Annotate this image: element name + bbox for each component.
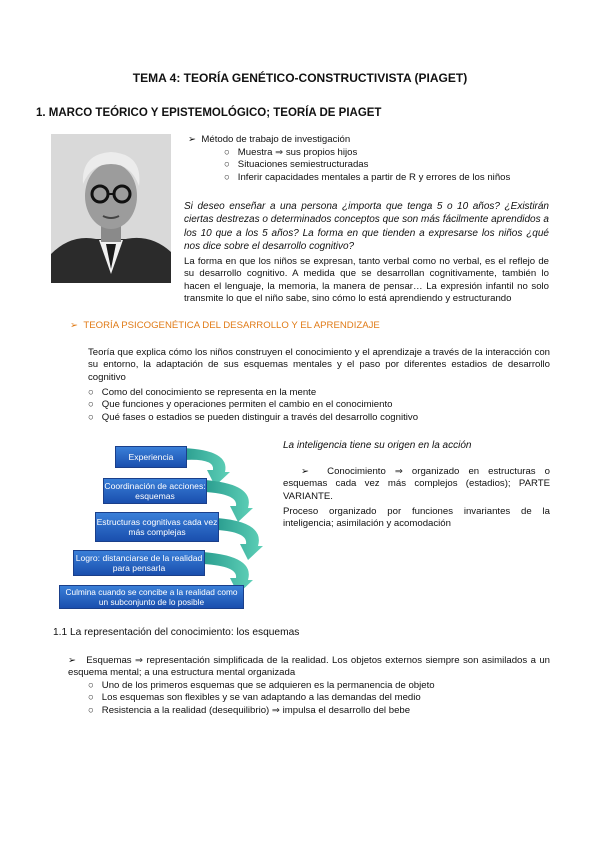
section-heading-1-1: 1.1 La representación del conocimiento: los esquemas [53, 627, 300, 638]
diagram-box-coordinacion: Coordinación de acciones: esquemas [103, 478, 207, 504]
list-item: ○ Como del conocimiento se representa en la mente [88, 387, 317, 398]
document-title: TEMA 4: TEORÍA GENÉTICO-CONSTRUCTIVISTA (PIAGET) [132, 71, 468, 85]
list-item: ○ Los esquemas son flexibles y se van adaptando a las demandas del medio [88, 692, 421, 704]
list-item: ○ Uno de los primeros esquemas que se adquieren es la permanencia de objeto [88, 680, 435, 691]
schemes-bullet: ➢ Esquemas ⇒ representación simplificada de la realidad. Los objetos externos siempre son asimilados a un esquema mental; a una estructura mental organizada [68, 655, 551, 679]
diagram-box-logro: Logro: distanciarse de la realidad para pensarla [73, 550, 205, 576]
diagram-box-estructuras: Estructuras cognitivas cada vez más complejas [95, 512, 219, 542]
action-heading: La inteligencia tiene su origen en la acción [283, 440, 472, 451]
list-item: ○ Situaciones semiestructuradas [224, 159, 369, 171]
circle-bullet-icon: ○ [224, 171, 230, 183]
method-list [224, 147, 510, 184]
list-item: ○ Qué fases o estadios se pueden distinguir a través del desarrollo cognitivo [88, 411, 419, 423]
arrow-bullet-icon: ➢ [68, 655, 77, 666]
circle-bullet-icon: ○ [224, 159, 230, 171]
circle-bullet-icon: ○ [88, 387, 94, 398]
method-heading: ➢ Método de trabajo de investigación [188, 134, 351, 145]
expression-paragraph: La forma en que los niños se expresan, tanto verbal como no verbal, es el reflejo de su desarrollo cognitivo. A medida que se desarrollan cognitivamente, también lo hacen el lenguaje, la memoria, la manera de pensar… La expresión infantil no solo transmite lo que el niño sabe, sino cómo lo está aprendiendo y estructurando [184, 256, 549, 305]
arrow-bullet-icon: ➢ [301, 466, 310, 477]
diagram-box-experiencia: Experiencia [115, 446, 187, 468]
circle-bullet-icon: ○ [88, 411, 94, 423]
action-bullet: ➢ Conocimiento ⇒ organizado en estructuras o esquemas cada vez más complejos (estadios); PARTE VARIANTE. [283, 466, 550, 502]
list-item: ○ Que funciones y operaciones permiten el cambio en el conocimiento [88, 399, 393, 411]
circle-bullet-icon: ○ [88, 399, 94, 411]
question-text: Si deseo enseñar a una persona ¿importa que tenga 5 o 10 años? ¿Existirán ciertas destrezas o determinados conceptos que son más fácilmente aprendidos a los 10 que a los 5 años? La forma en que tienden a expresarse los niños ¿qué nos dice sobre el desarrollo cognitivo? [184, 201, 549, 253]
circle-bullet-icon: ○ [88, 680, 94, 691]
theory-heading: ➢ TEORÍA PSICOGENÉTICA DEL DESARROLLO Y EL APRENDIZAJE [70, 320, 380, 331]
arrow-bullet-icon: ➢ [188, 134, 197, 145]
curved-arrow-icon [217, 518, 263, 560]
theory-list [88, 387, 418, 424]
development-diagram [55, 440, 277, 612]
theory-text: Teoría que explica cómo los niños construyen el conocimiento y el aprendizaje a través de la interacción con su entorno, la adaptación de sus esquemas mentales y el paso por diferentes estadios de desarrollo cognitivo [88, 347, 550, 383]
circle-bullet-icon: ○ [88, 692, 94, 704]
diagram-box-culmina: Culmina cuando se concibe a la realidad como un subconjunto de lo posible [59, 585, 244, 609]
circle-bullet-icon: ○ [88, 704, 94, 716]
circle-bullet-icon: ○ [224, 147, 230, 158]
action-text: Proceso organizado por funciones invariantes de la inteligencia; asimilación y acomodación [283, 506, 550, 530]
section-heading-1: 1. MARCO TEÓRICO Y EPISTEMOLÓGICO; TEORÍA DE PIAGET [36, 107, 382, 119]
list-item: ○ Inferir capacidades mentales a partir de R y errores de los niños [224, 171, 511, 183]
list-item: ○ Resistencia a la realidad (desequilibrio) ⇒ impulsa el desarrollo del bebe [88, 704, 411, 716]
piaget-portrait [51, 134, 171, 283]
arrow-bullet-icon: ➢ [70, 320, 79, 331]
schemes-list [88, 680, 435, 717]
list-item: ○ Muestra ⇒ sus propios hijos [224, 147, 358, 158]
